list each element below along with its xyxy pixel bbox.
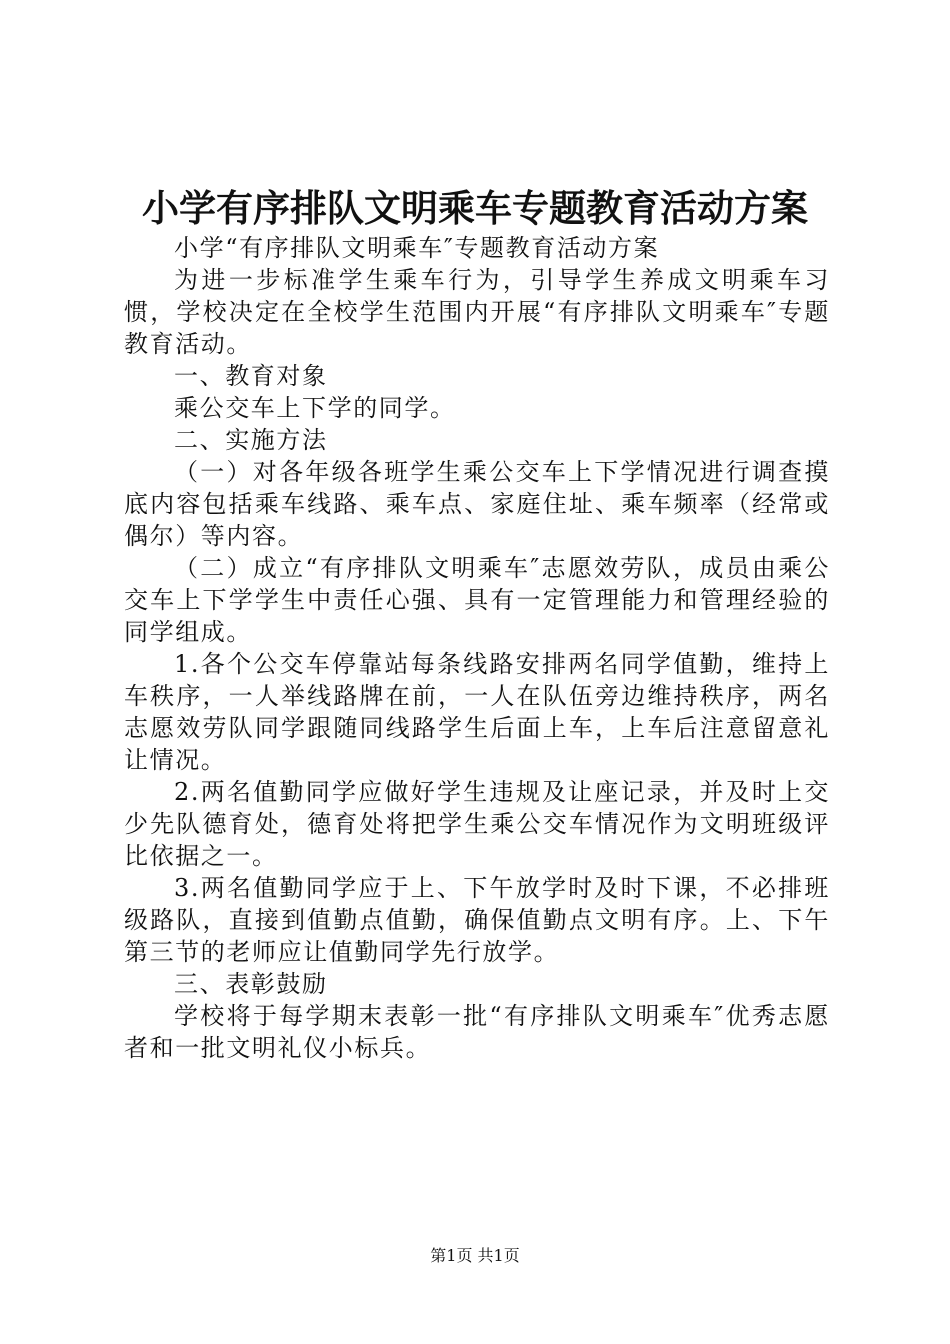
heading-implementation: 二、实施方法 [174, 426, 328, 454]
paragraph-survey: （一）对各年级各班学生乘公交车上下学情况进行调查摸底内容包括乘车线路、乘车点、家庭住址、乘车频率（经常或偶尔）等内容。 [124, 458, 830, 550]
page-footer: 第1页 共1页 [430, 1246, 520, 1265]
paragraph-intro: 为进一步标准学生乘车行为，引导学生养成文明乘车习惯，学校决定在全校学生范围内开展“有序排队文明乘车″专题教育活动。 [124, 266, 830, 358]
paragraph-subtitle: 小学“有序排队文明乘车″专题教育活动方案 [174, 234, 660, 262]
paragraph-item-1: 1.各个公交车停靠站每条线路安排两名同学值勤，维持上车秩序，一人举线路牌在前，一人在队伍旁边维持秩序，两名志愿效劳队同学跟随同线路学生后面上车，上车后注意留意礼让情况。 [124, 650, 830, 774]
heading-education-target: 一、教育对象 [174, 362, 328, 390]
document-body [124, 232, 830, 1064]
paragraph-item-3: 3.两名值勤同学应于上、下午放学时及时下课，不必排班级路队，直接到值勤点值勤，确保值勤点文明有序。上、下午第三节的老师应让值勤同学先行放学。 [124, 874, 830, 966]
heading-commendation: 三、表彰鼓励 [174, 970, 328, 998]
paragraph-commendation: 学校将于每学期末表彰一批“有序排队文明乘车″优秀志愿者和一批文明礼仪小标兵。 [124, 1002, 830, 1062]
paragraph-item-2: 2.两名值勤同学应做好学生违规及让座记录，并及时上交少先队德育处，德育处将把学生乘公交车情况作为文明班级评比依据之一。 [124, 778, 830, 870]
paragraph-education-target: 乘公交车上下学的同学。 [174, 394, 456, 422]
document-title: 小学有序排队文明乘车专题教育活动方案 [142, 186, 808, 230]
paragraph-volunteer-team: （二）成立“有序排队文明乘车″志愿效劳队，成员由乘公交车上下学学生中责任心强、具有一定管理能力和管理经验的同学组成。 [124, 554, 830, 646]
